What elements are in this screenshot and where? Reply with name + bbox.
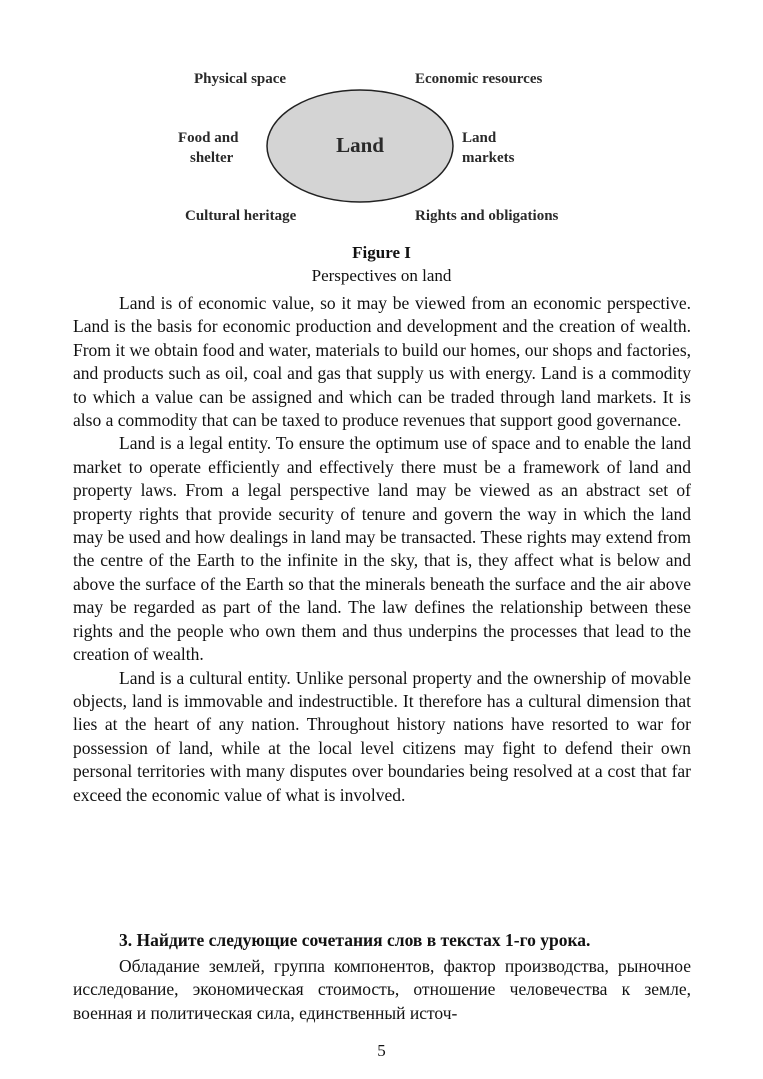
- land-ellipse: [264, 87, 456, 210]
- label-physical-space: Physical space: [194, 71, 287, 87]
- paragraph-cultural: Land is a cultural entity. Unlike personal property and the ownership of movable objects, land is immovable and indestructible. It therefore has a cultural dimension that lies at the heart of any nation. Throughout history nations have resorted to war for possession of land, while at the local level citizens may fight to defend their own personal territories with many disputes over boundaries being resolved at a cost that far exceed the economic value of what is involved.: [73, 667, 691, 805]
- exercise-heading: 3. Найдите следующие сочетания слов в текстах 1-го урока.: [119, 930, 591, 950]
- page-number: 5: [377, 1041, 386, 1060]
- land-center-label: Land: [336, 133, 384, 157]
- perspectives-on-land-diagram: [160, 52, 600, 242]
- exercise-text-block: [73, 955, 691, 1025]
- paragraph-legal: Land is a legal entity. To ensure the optimum use of space and to enable the land market to operate efficiently and effectively there must be a framework of land and property laws. From a legal perspective land may be viewed as an abstract set of property rights that provide security of tenure and govern the way in which the land may be used and how dealings in land may be transacted. These rights may extend from the centre of the Earth to the infinite in the sky, that is, they affect what is below and above the surface of the Earth so that the minerals beneath the surface and the air above may be regarded as part of the land. The law defines the relationship between these rights and the people who own them and thus underpins the processes that lead to the creation of wealth.: [73, 433, 691, 665]
- label-food-and-shelter-2: shelter: [190, 150, 234, 166]
- label-food-and-shelter-1: Food and: [178, 130, 239, 146]
- label-rights-and-obligations: Rights and obligations: [415, 208, 559, 224]
- label-land-markets-1: Land: [462, 130, 497, 146]
- label-economic-resources: Economic resources: [415, 71, 543, 87]
- label-land-markets-2: markets: [462, 150, 515, 166]
- figure-caption-subtitle: Perspectives on land: [311, 266, 452, 285]
- exercise-text: Обладание землей, группа компонентов, фактор производства, рыночное исследование, экономическая стоимость, отношение человечества к земле, военная и политическая сила, единственный источ-: [73, 956, 691, 1023]
- paragraph-economic: Land is of economic value, so it may be viewed from an economic perspective. Land is the basis for economic production and development and the creation of wealth. From it we obtain food and water, materials to build our homes, our shops and factories, and products such as oil, coal and gas that supply us with energy. Land is a commodity to which a value can be assigned and which can be traded through land markets. It is also a commodity that can be taxed to produce revenues that support good governance.: [73, 293, 691, 431]
- figure-caption-title: Figure I: [352, 243, 411, 262]
- main-text: [73, 292, 691, 807]
- label-cultural-heritage: Cultural heritage: [185, 208, 297, 224]
